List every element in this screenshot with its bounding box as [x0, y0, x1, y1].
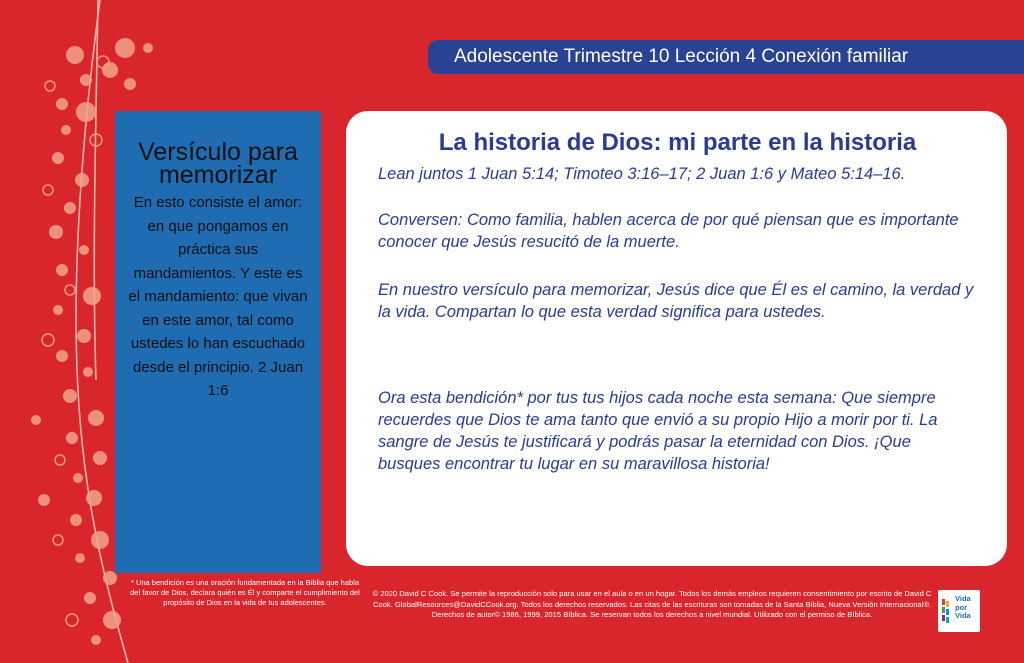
vida-por-vida-logo [938, 590, 980, 632]
memory-verse-box [115, 111, 321, 573]
copyright-notice: © 2020 David C Cook. Se permite la reproducción solo para usar en el aula o en un hogar. Todos los demás empleos requieren consentimiento por escrito de David C Cook. GlobalResources@DavidCCook.org. Todos los derechos reservados. Las citas de las escrituras son tomadas de la Santa Biblia, Nueva Versión Internacional®. Derechos de autor© 1986, 1999, 2015 Bíblica. Se reservan todos los derechos a nivel mundial. Utilizado con el permiso de Bíblica. [372, 589, 932, 619]
reading-paragraph: Lean juntos 1 Juan 5:14; Timoteo 3:16–17; 2 Juan 1:6 y Mateo 5:14–16. [378, 165, 906, 183]
logo-text: Vida por Vida [955, 594, 971, 620]
story-card [346, 111, 1007, 566]
blessing-paragraph: Ora esta bendición* por tus tus hijos cada noche esta semana: Que siempre recuerdes que Dios te ama tanto que envió a su propio Hijo a morir por ti. La sangre de Jesús te justificará y podrás pasar la eternidad con Dios. ¡Que busques encontrar tu lugar en su maravillosa historia! [378, 389, 938, 473]
lesson-header [428, 40, 1024, 74]
lesson-header-title: Adolescente Trimestre 10 Lección 4 Conexión familiar [454, 46, 909, 67]
blessing-footnote: * Una bendición es una oración fundamentada en la Biblia que habla del favor de Dios, declara quién es Él y comparte el cumplimiento del propósito de Dios en la vida de tus adolescentes. [130, 578, 360, 607]
discussion-paragraph: Conversen: Como familia, hablen acerca de por qué piensan que es importante conocer que Jesús resucitó de la muerte. [378, 211, 959, 251]
logo-bars-icon [942, 599, 954, 625]
story-card-title: La historia de Dios: mi parte en la historia [438, 129, 917, 156]
memory-verse-text: En esto consiste el amor: en que pongamos en práctica sus mandamientos. Y este es el mandamiento: que vivan en este amor, tal como ustedes lo han escuchado desde el principio. 2 Juan 1:6 [128, 194, 308, 399]
memory-verse-title: Versículo para memorizar [138, 138, 298, 189]
verse-reflection-paragraph: En nuestro versículo para memorizar, Jesús dice que Él es el camino, la verdad y la vida. Compartan lo que esta verdad significa para ustedes. [378, 281, 974, 321]
